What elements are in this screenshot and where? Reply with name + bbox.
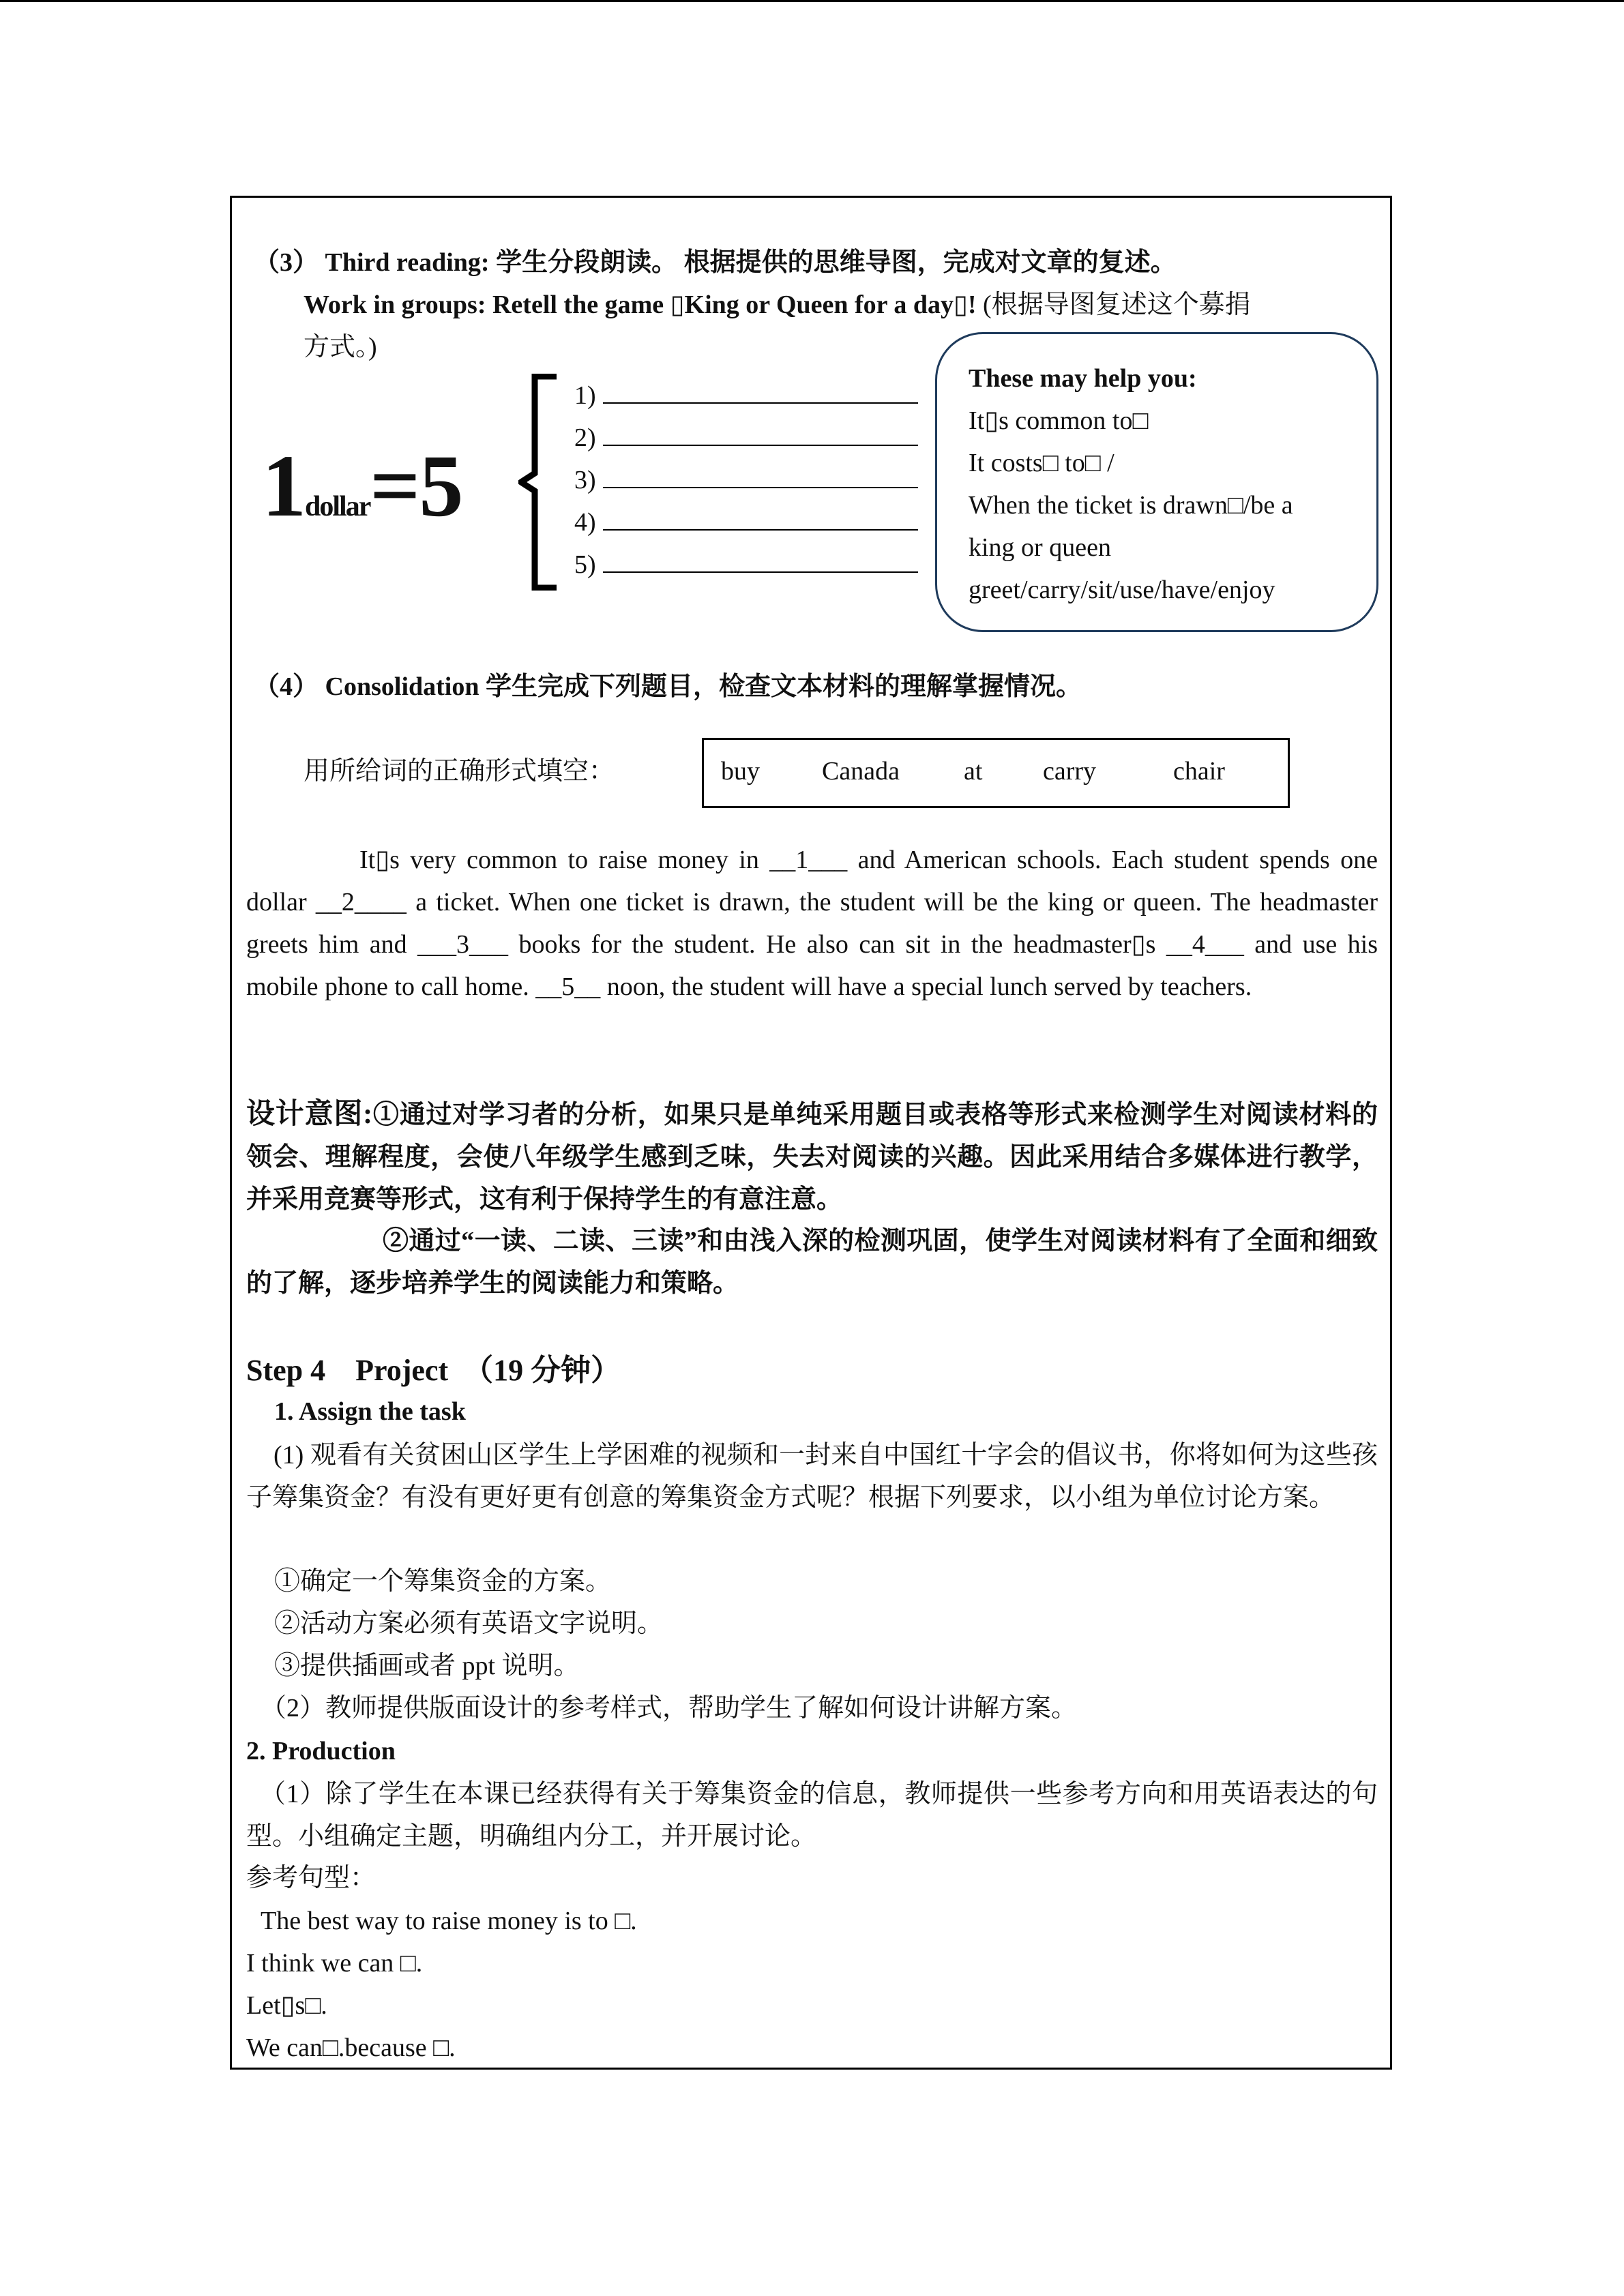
design-intent (246, 1093, 1378, 1221)
help-line: king or queen (969, 533, 1111, 562)
help-line: When the ticket is drawn□/be a (969, 491, 1293, 520)
word-bank-item: chair (1173, 757, 1225, 786)
formula-unit: dollar (305, 491, 370, 522)
production-heading: 2. Production (246, 1737, 396, 1765)
retell-task (304, 292, 1251, 318)
help-box-title: These may help you: (969, 364, 1197, 393)
line-number: 2) (574, 423, 596, 452)
layout-sample-paragraph: （2）教师提供版面设计的参考样式，帮助学生了解如何设计讲解方案。 (261, 1694, 1078, 1723)
reference-sentence: Let▯s□. (246, 1991, 327, 2020)
design-intent-p1: ①通过对学习者的分析，如果只是单纯采用题目或表格等形式来检测学生对阅读材料的领会、理解程度，会使八年级学生感到乏味，失去对阅读的兴趣。因此采用结合多媒体进行教学，并采用竞赛等形式，这有利于保持学生的有意注意。 (246, 1101, 1378, 1214)
step4-title: Step 4 Project （19 分钟） (246, 1354, 621, 1387)
consolidation-heading (254, 674, 1082, 700)
reference-sentences-label: 参考句型： (246, 1864, 377, 1892)
top-rule (0, 0, 1624, 2)
word-bank-item: at (964, 757, 983, 786)
cloze-passage: It▯s very common to raise money in __1___ and American schools. Each student spends one dollar __2____ a ticket. When one ticket is drawn, the student will be the king or queen. The headmaster greets him and ___3___ books for the student. He also can sit in the headmaster▯s __4___ and use his mobile phone to call home. __5__ noon, the student will have a special lunch served by teachers. (246, 846, 1378, 1001)
blank-line (603, 421, 918, 446)
retell-line-3 (574, 464, 918, 493)
blank-line (603, 464, 918, 488)
assign-task-paragraph: (1) 观看有关贫困山区学生上学困难的视频和一封来自中国红十字会的倡议书，你将如何为这些孩子筹集资金？有没有更好更有创意的筹集资金方式呢？根据下列要求，以小组为单位讨论方案。 (246, 1441, 1378, 1512)
design-intent-p2: ②通过“一读、二读、三读”和由浅入深的检测巩固，使学生对阅读材料有了全面和细致的了解，逐步培养学生的阅读能力和策略。 (246, 1227, 1378, 1298)
line-number: 1) (574, 381, 596, 410)
formula-one: 1 (262, 437, 305, 535)
formula-equals: =5 (370, 437, 462, 535)
production-paragraph: （1）除了学生在本课已经获得有关于筹集资金的信息，教师提供一些参考方向和用英语表达的句型。小组确定主题，明确组内分工，并开展讨论。 (246, 1780, 1378, 1851)
fill-in-instruction: 用所给词的正确形式填空： (304, 757, 615, 786)
reference-sentence: I think we can □. (246, 1949, 423, 1978)
requirement-item: ①确定一个筹集资金的方案。 (274, 1567, 612, 1596)
retell-line-1 (574, 379, 918, 408)
design-intent-label: 设计意图: (246, 1099, 373, 1130)
line-number: 3) (574, 466, 596, 494)
blank-line (603, 379, 918, 404)
retell-task-note-cont: 方式。) (304, 333, 377, 361)
retell-line-2 (574, 421, 918, 451)
section-instruction: 学生分段朗读。 根据提供的思维导图，完成对文章的复述。 (496, 248, 1177, 277)
help-line: It costs□ to□ / (969, 449, 1114, 477)
section-number: （4） (254, 672, 319, 701)
curly-brace (518, 374, 559, 591)
reference-sentence: We can□.because □. (246, 2033, 456, 2062)
third-reading-heading (254, 250, 1177, 275)
retell-task-text: Work in groups: Retell the game ▯King or Queen for a day▯! (304, 290, 977, 319)
assign-task-heading: 1. Assign the task (274, 1397, 466, 1426)
requirement-item: ③提供插画或者 ppt 说明。 (274, 1652, 580, 1680)
line-number: 4) (574, 508, 596, 537)
blank-line (603, 506, 918, 531)
section-title: Third reading: (325, 248, 490, 277)
word-bank-item: carry (1043, 757, 1097, 786)
section-instruction: 学生完成下列题目，检查文本材料的理解掌握情况。 (485, 672, 1082, 701)
help-line: It▯s common to□ (969, 406, 1149, 435)
word-bank-item: Canada (822, 757, 900, 786)
retell-line-4 (574, 506, 918, 535)
retell-task-note: (根据导图复述这个募捐 (976, 290, 1251, 319)
word-bank-item: buy (721, 757, 760, 786)
help-line: greet/carry/sit/use/have/enjoy (969, 576, 1275, 604)
section-title: Consolidation (325, 672, 479, 701)
formula (262, 437, 462, 535)
section-number: （3） (254, 248, 319, 277)
requirement-item: ②活动方案必须有英语文字说明。 (274, 1609, 664, 1638)
reference-sentence: The best way to raise money is to □. (261, 1907, 637, 1935)
retell-line-5 (574, 548, 918, 578)
line-number: 5) (574, 550, 596, 579)
blank-line (603, 548, 918, 573)
